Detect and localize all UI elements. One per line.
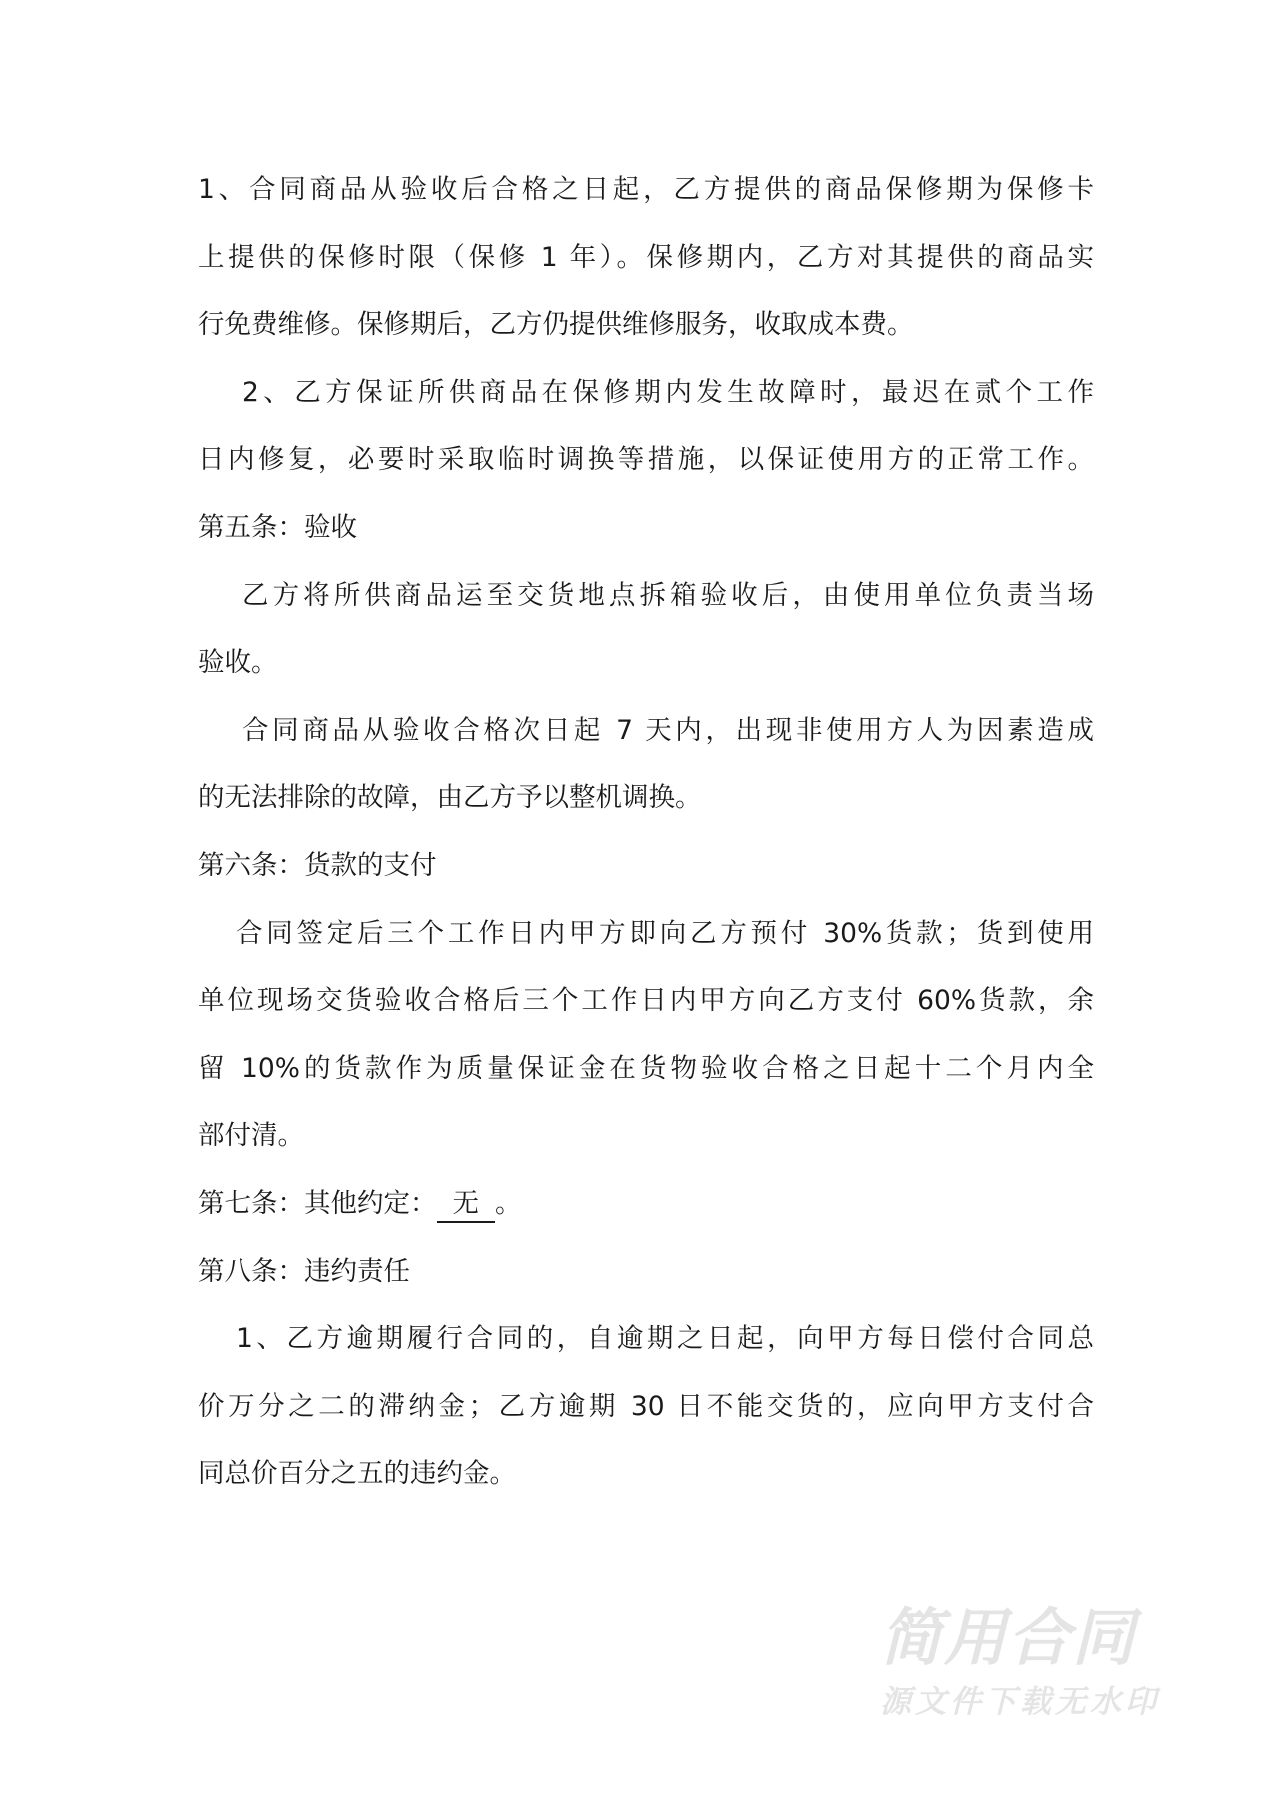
other-agreement-value: 无 [437,1187,496,1223]
section-heading-7-label: 第七条：其他约定： [198,1187,437,1219]
text-line: 合同签定后三个工作日内甲方即向乙方预付 30%货款；货到使用 [236,917,1094,949]
watermark-subtitle: 源文件下载无水印 [880,1684,1160,1720]
period: 。 [495,1187,522,1219]
section-heading-7 [198,1184,1094,1252]
text-line: 单位现场交货验收合格后三个工作日内甲方向乙方支付 60%货款，余 [198,985,1094,1017]
text-line: 乙方将所供商品运至交货地点拆箱验收后，由使用单位负责当场 [242,579,1094,611]
text-line: 留 10%的货款作为质量保证金在货物验收合格之日起十二个月内全 [198,1052,1094,1084]
text-line: 部付清。 [198,1120,304,1152]
text-line: 的无法排除的故障，由乙方予以整机调换。 [198,782,702,814]
section-heading-5: 第五条：验收 [198,511,357,543]
watermark-title: 简用合同 [880,1601,1137,1674]
text-line: 价万分之二的滞纳金；乙方逾期 30 日不能交货的，应向甲方支付合 [198,1390,1094,1422]
section-heading-6: 第六条：货款的支付 [198,849,437,881]
text-line: 行免费维修。保修期后，乙方仍提供维修服务，收取成本费。 [198,309,914,341]
text-line: 2、乙方保证所供商品在保修期内发生故障时，最迟在贰个工作 [242,376,1094,408]
text-line: 合同商品从验收合格次日起 7 天内，出现非使用方人为因素造成 [242,714,1094,746]
contract-page [198,170,1094,1522]
text-line: 日内修复，必要时采取临时调换等措施，以保证使用方的正常工作。 [198,444,1094,476]
text-line: 同总价百分之五的违约金。 [198,1458,516,1490]
text-line: 1、乙方逾期履行合同的，自逾期之日起，向甲方每日偿付合同总 [236,1323,1094,1355]
text-line: 1、合同商品从验收后合格之日起，乙方提供的商品保修期为保修卡 [198,174,1094,205]
text-line: 上提供的保修时限（保修 1 年）。保修期内，乙方对其提供的商品实 [198,241,1094,273]
section-heading-8: 第八条：违约责任 [198,1255,410,1287]
text-line: 验收。 [198,647,278,679]
